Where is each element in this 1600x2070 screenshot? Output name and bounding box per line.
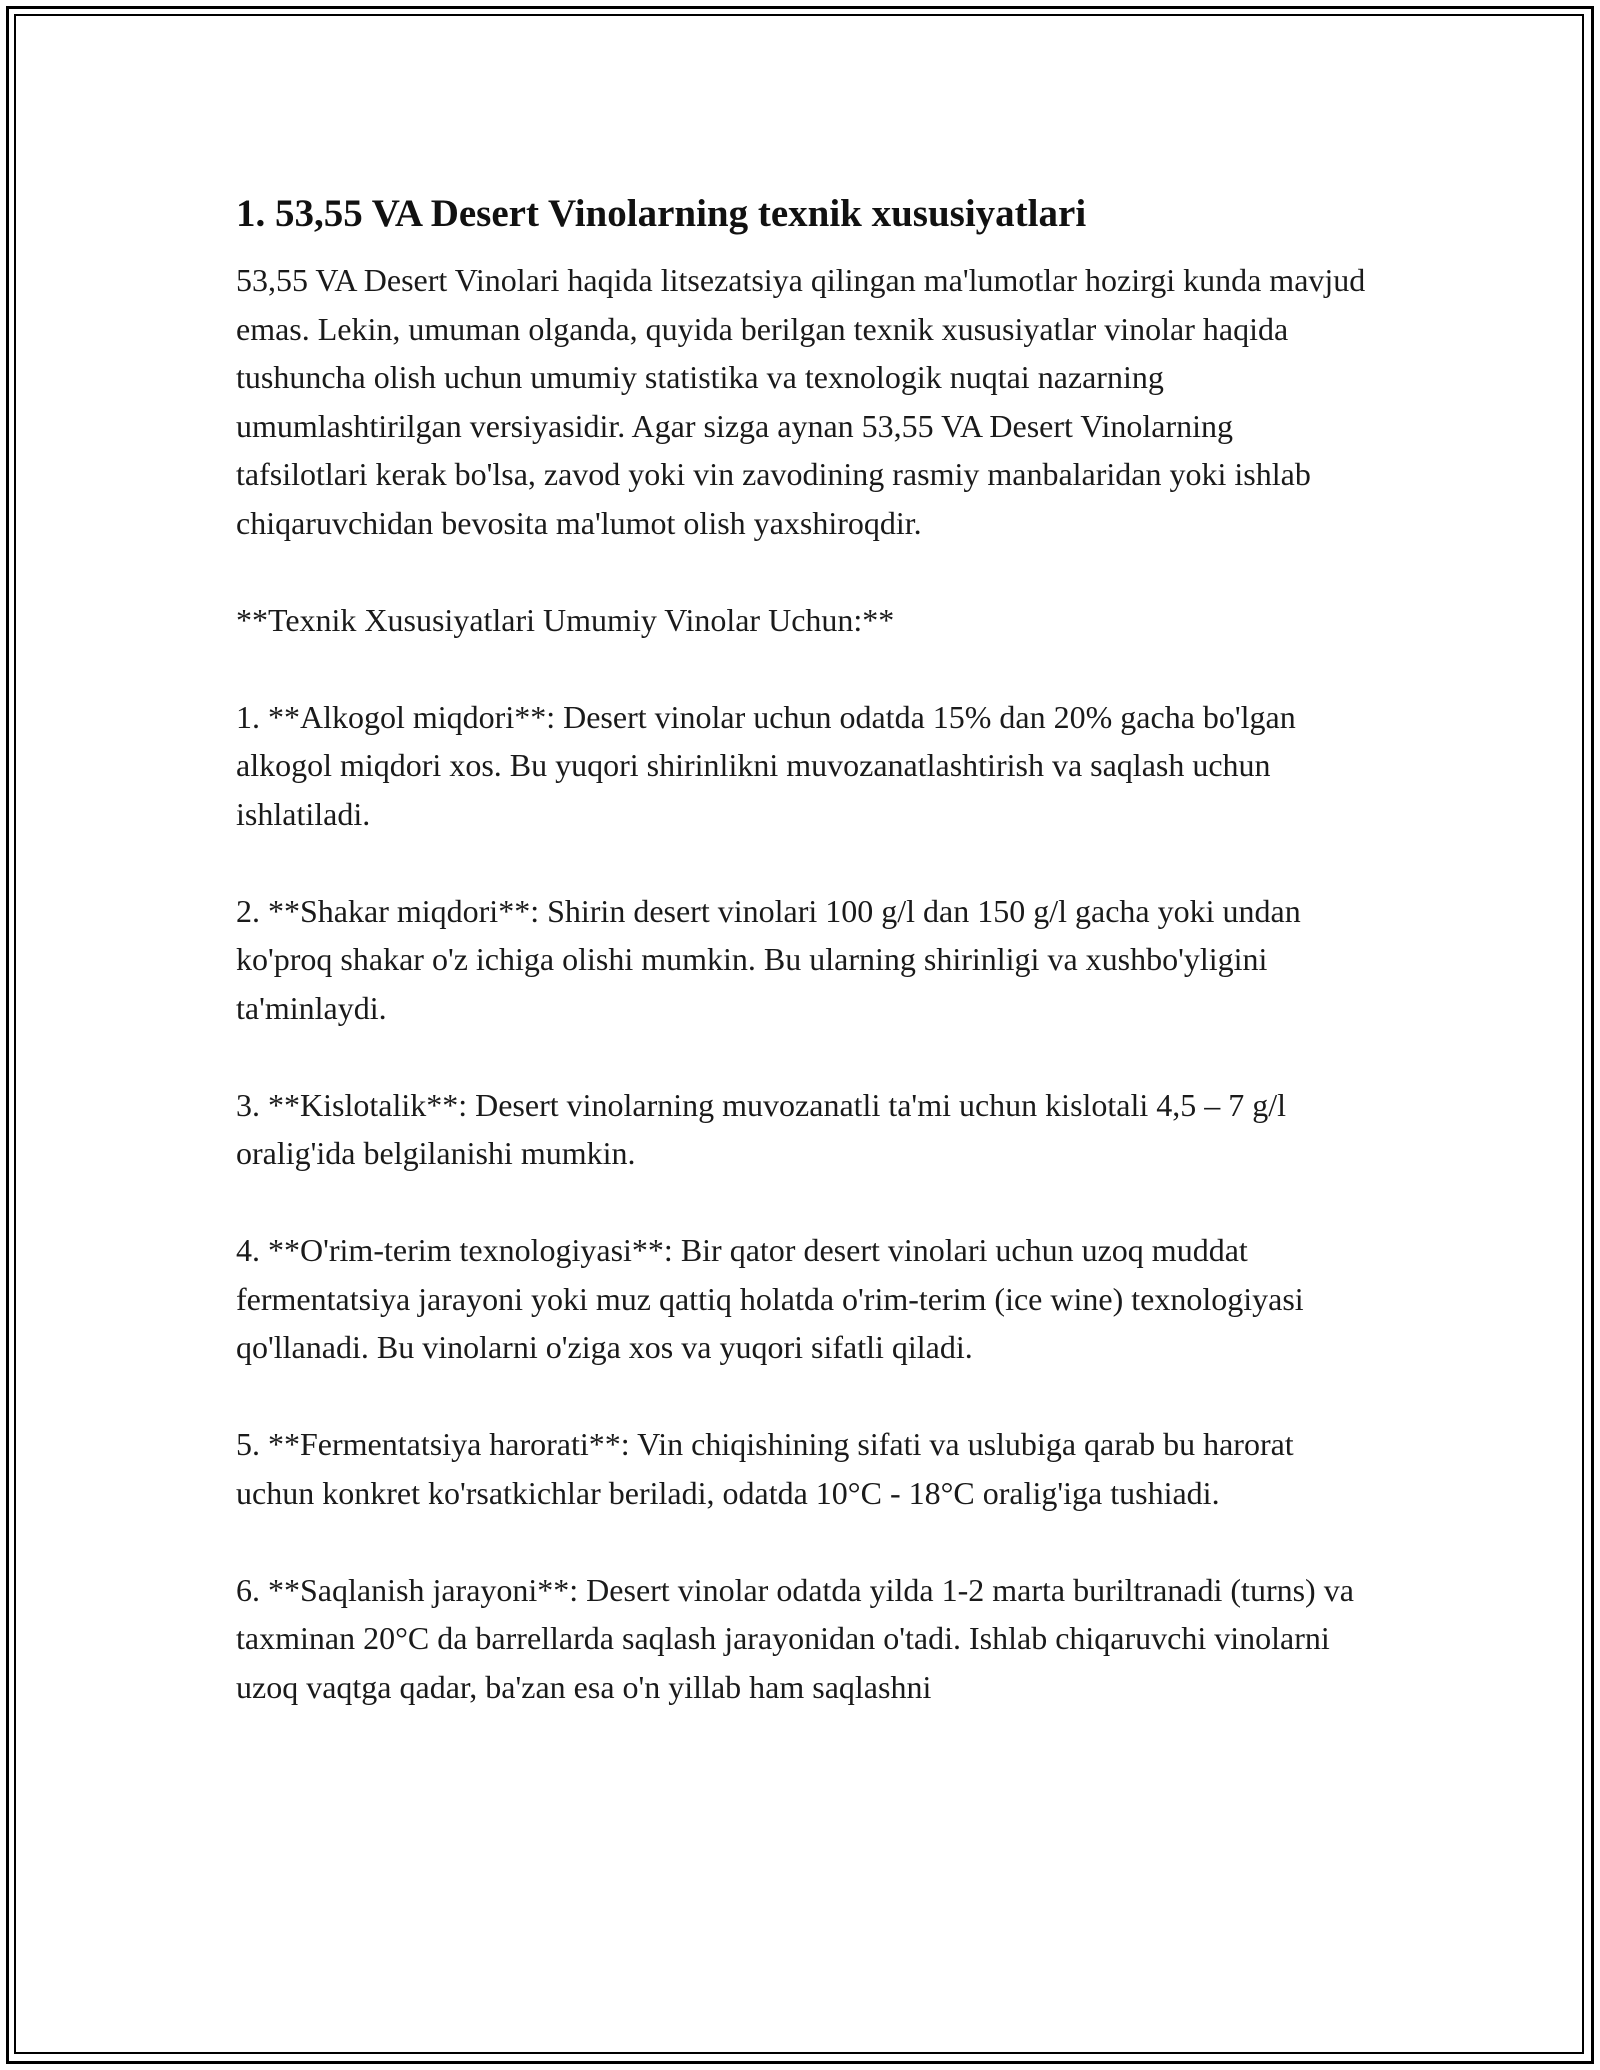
spec-item-storage: 6. **Saqlanish jarayoni**: Desert vinolar odatda yilda 1-2 marta buriltranadi (turns) va taxminan 20°C da barrellarda saqlash jarayonidan o'tadi. Ishlab chiqaruvchi vinolarni uzoq vaqtga qadar, ba'zan esa o'n yillab ham saqlashni: [236, 1571, 1354, 1705]
spec-item-sugar: 2. **Shakar miqdori**: Shirin desert vinolari 100 g/l dan 150 g/l gacha yoki undan ko'proq shakar o'z ichiga olishi mumkin. Bu ularning shirinligi va xushbo'yligini ta'minlaydi.: [236, 892, 1301, 1026]
section-heading: 1. 53,55 VA Desert Vinolarning texnik xususiyatlari: [236, 192, 1087, 235]
intro-paragraph: 53,55 VA Desert Vinolari haqida litsezatsiya qilingan ma'lumotlar hozirgi kunda mavjud emas. Lekin, umuman olganda, quyida berilgan texnik xususiyatlar vinolar haqida tushuncha olish uchun umumiy statistika va texnologik nuqtai nazarning umumlashtirilgan versiyasidir. Agar sizga aynan 53,55 VA Desert Vinolarning tafsilotlari kerak bo'lsa, zavod yoki vin zavodining rasmiy manbalaridan yoki ishlab chiqaruvchidan bevosita ma'lumot olish yaxshiroqdir.: [236, 262, 1366, 541]
spec-item-alcohol: 1. **Alkogol miqdori**: Desert vinolar uchun odatda 15% dan 20% gacha bo'lgan alkogol miqdori xos. Bu yuqori shirinlikni muvozanatlashtirish va saqlash uchun ishlatiladi.: [236, 698, 1296, 832]
specs-subheading: **Texnik Xususiyatlari Umumiy Vinolar Uchun:**: [236, 601, 895, 638]
spec-item-harvest: 4. **O'rim-terim texnologiyasi**: Bir qator desert vinolari uchun uzoq muddat fermentatsiya jarayoni yoki muz qattiq holatda o'rim-terim (ice wine) texnologiyasi qo'llanadi. Bu vinolarni o'ziga xos va yuqori sifatli qiladi.: [236, 1232, 1304, 1365]
spec-item-acidity: 3. **Kislotalik**: Desert vinolarning muvozanatli ta'mi uchun kislotali 4,5 – 7 g/l oralig'ida belgilanishi mumkin.: [236, 1086, 1287, 1171]
spec-item-fermentation: 5. **Fermentatsiya harorati**: Vin chiqishining sifati va uslubiga qarab bu harorat uchun konkret ko'rsatkichlar beriladi, odatda 10°C - 18°C oralig'iga tushiadi.: [236, 1426, 1294, 1511]
document-body: [236, 188, 1366, 1760]
